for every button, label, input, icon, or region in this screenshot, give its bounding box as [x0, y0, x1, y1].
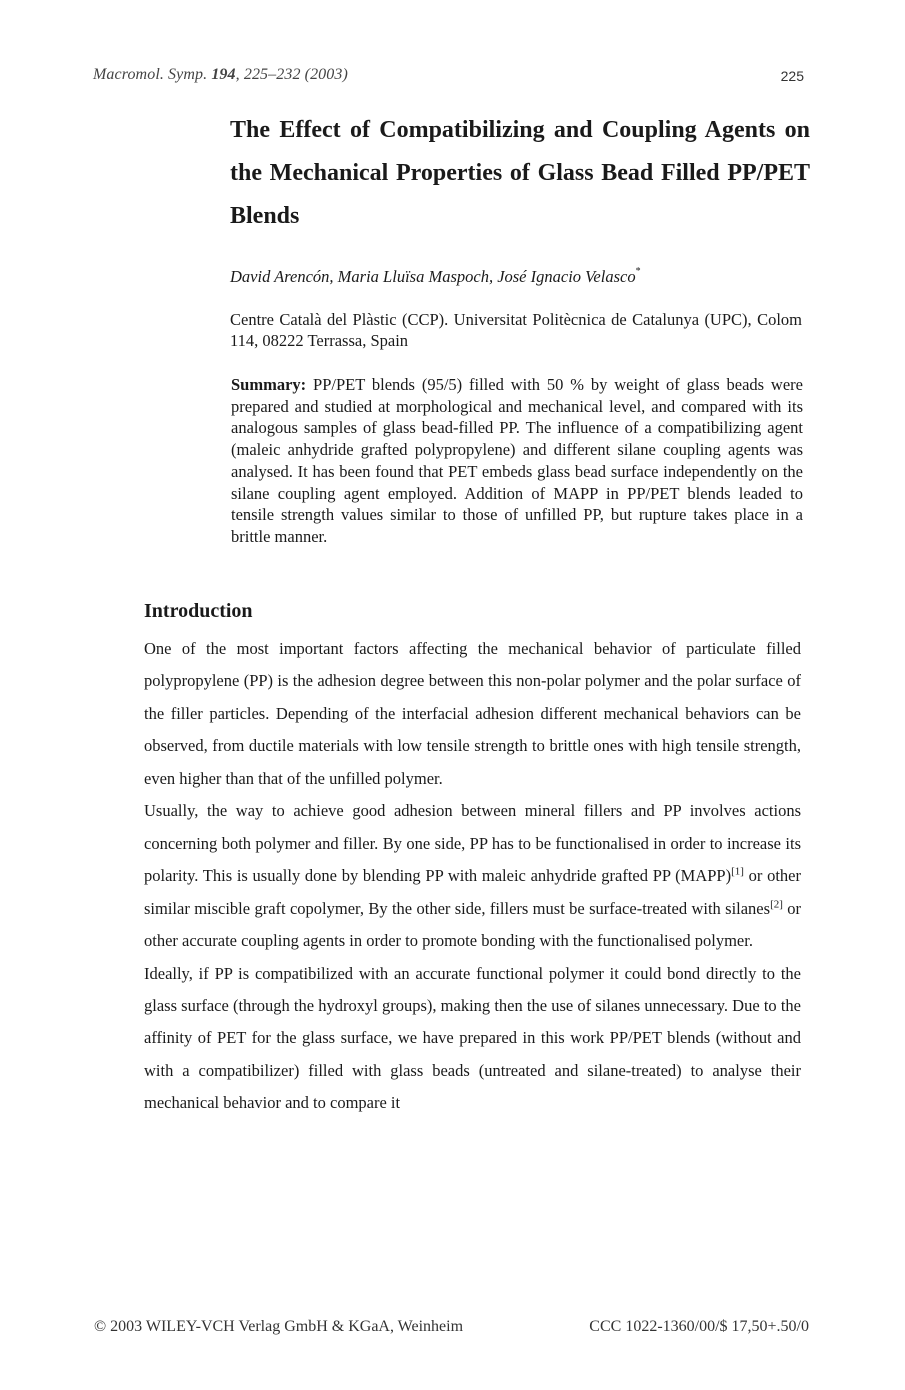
intro-paragraph-2-text-c: or other accurate coupling agents in order to promote bonding with the functionalised polymer.	[144, 898, 801, 951]
journal-volume: 194	[211, 66, 236, 83]
intro-paragraph-2-text-a: Usually, the way to achieve good adhesion between mineral fillers and PP involves actions concerning both polymer and filler. By one side, PP has to be functionalised in order to increase its polarity. This is usually done by blending PP with maleic anhydride grafted PP (MAPP)	[144, 801, 801, 886]
page-number: 225	[780, 68, 804, 84]
abstract-label: Summary:	[231, 375, 307, 394]
paper-title: The Effect of Compatibilizing and Coupling Agents on the Mechanical Properties of Glass Bead Filled PP/PET Blends	[230, 117, 810, 229]
section-heading-introduction: Introduction	[144, 600, 253, 622]
affiliation: Centre Català del Plàstic (CCP). Universitat Politècnica de Catalunya (UPC), Colom 114, 08222 Terrassa, Spain	[230, 310, 802, 350]
abstract-text: PP/PET blends (95/5) filled with 50 % by weight of glass beads were prepared and studied at morphological and mechanical level, and compared with its analogous samples of glass bead-filled PP. The influence of a compatibilizing agent (maleic anhydride grafted polypropylene) and different silane coupling agents was analysed. It has been found that PET embeds glass bead surface independently on the silane coupling agent employed. Addition of MAPP in PP/PET blends leaded to tensile strength values similar to those of unfilled PP, but rupture takes place in a brittle manner.	[231, 375, 803, 546]
abstract	[231, 374, 803, 548]
intro-paragraph-3: Ideally, if PP is compatibilized with an accurate functional polymer it could bond directly to the glass surface (through the hydroxyl groups), making then the use of silanes unnecessary. Due to the affinity of PET for the glass surface, we have prepared in this work PP/PET blends (without and with a compatibilizer) filled with glass beads (untreated and silane-treated) to analyse their mechanical behavior and to compare it	[144, 963, 801, 1113]
citation-ref-1[interactable]: [1]	[731, 865, 744, 878]
author-names: David Arencón, Maria Lluïsa Maspoch, José Ignacio Velasco	[230, 267, 636, 286]
journal-name: Macromol. Symp.	[93, 66, 212, 83]
journal-pages-year: , 225–232 (2003)	[235, 66, 348, 83]
journal-citation	[93, 66, 348, 84]
introduction-body	[144, 633, 801, 1120]
copyright-notice: © 2003 WILEY-VCH Verlag GmbH & KGaA, Weinheim	[94, 1318, 464, 1335]
intro-paragraph-1: One of the most important factors affecting the mechanical behavior of particulate filled polypropylene (PP) is the adhesion degree between this non-polar polymer and the polar surface of the filler particles. Depending of the interfacial adhesion different mechanical behaviors can be observed, from ductile materials with low tensile strength to brittle ones with high tensile strength, even higher than that of the unfilled polymer.	[144, 639, 801, 788]
corresponding-author-mark: *	[635, 265, 641, 277]
citation-ref-2[interactable]: [2]	[770, 898, 783, 911]
ccc-code: CCC 1022-1360/00/$ 17,50+.50/0	[589, 1318, 809, 1335]
intro-paragraph-2	[144, 795, 801, 957]
intro-paragraph-2-text-b: or other similar miscible graft copolymer, By the other side, fillers must be surface-treated with silanes	[144, 866, 801, 918]
author-list	[230, 267, 641, 287]
